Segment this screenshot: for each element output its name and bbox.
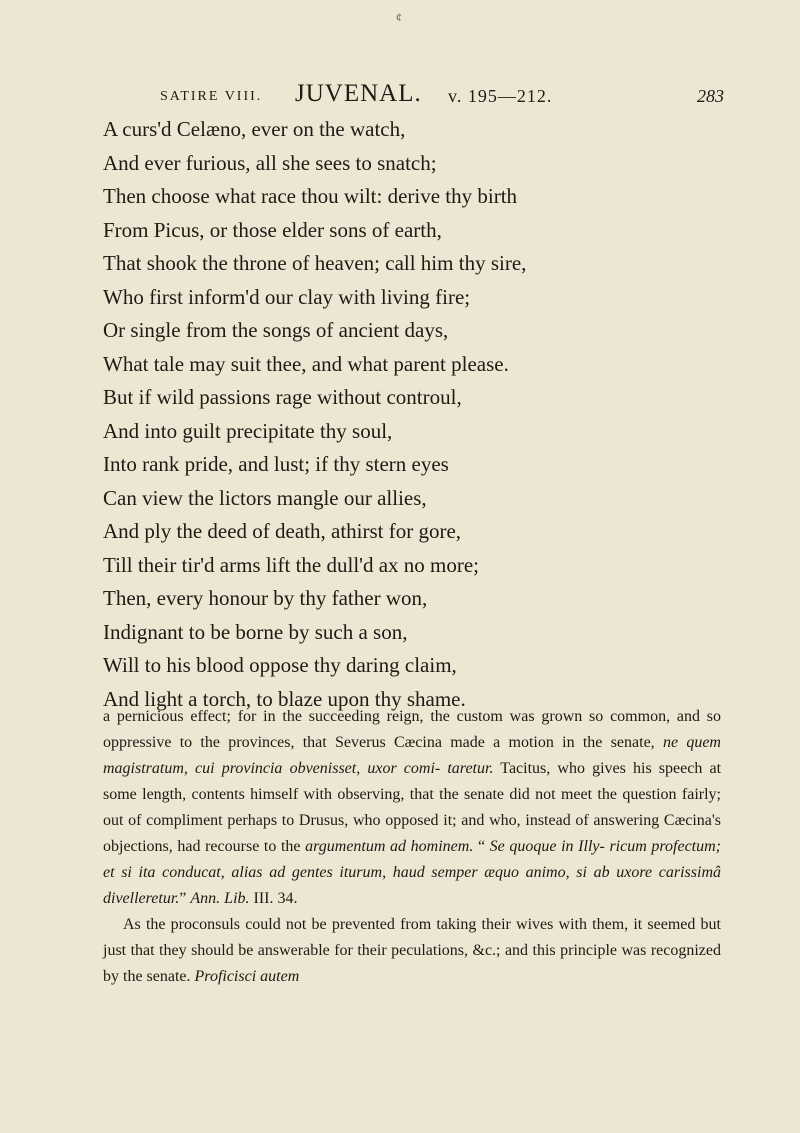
note-citation-number: III. 34.	[249, 890, 298, 907]
poem-line: Indignant to be borne by such a son,	[103, 619, 408, 644]
note-text: As the proconsuls could not be prevented from taking their wives with them, it seemed but just that they should be answerable for their peculations, &c.; and this principle was recognized by the senate.	[103, 916, 721, 985]
header-title: JUVENAL.	[295, 80, 422, 107]
footnotes	[103, 704, 721, 990]
note-latin-quote: ne quem magistratum, cui provincia obvenisset, uxor comi- taretur.	[103, 734, 721, 777]
poem-line: Who first inform'd our clay with living fire;	[103, 284, 471, 309]
note-text: ”	[179, 890, 191, 907]
footnote-paragraph	[103, 704, 721, 912]
note-latin-phrase: argumentum ad hominem.	[305, 838, 474, 855]
header-line-range: v. 195—212.	[448, 86, 553, 106]
note-text: “	[473, 838, 490, 855]
poem-line: Into rank pride, and lust; if thy stern eyes	[103, 452, 449, 476]
printer-mark: ¢	[396, 10, 402, 24]
poem-line: That shook the throne of heaven; call him thy sire,	[103, 251, 527, 275]
poem-text	[103, 113, 743, 716]
note-text: Tacitus, who gives his speech at some length, contents himself with observing, that the senate did not meet the question fairly; out of compliment perhaps to Drusus, who opposed it; and who, instead of answering Cæcina's objections, had recourse to the	[103, 760, 722, 855]
poem-line: A curs'd Celæno, ever on the watch,	[103, 117, 406, 141]
poem-line: And ply the deed of death, athirst for gore,	[103, 519, 462, 543]
poem-line: And light a torch, to blaze upon thy shame.	[103, 686, 466, 711]
page-number: 283	[697, 86, 724, 106]
note-text: a pernicious effect; for in the succeeding reign, the custom was grown so common, and so oppressive to the provinces, that Severus Cæcina made a motion in the senate,	[103, 708, 721, 751]
poem-line: Or single from the songs of ancient days,	[103, 318, 449, 342]
poem-line: Can view the lictors mangle our allies,	[103, 485, 427, 510]
header-satire: SATIRE VIII.	[160, 89, 263, 104]
footnote-paragraph	[103, 912, 721, 990]
poem-line: And into guilt precipitate thy soul,	[103, 418, 393, 443]
note-latin-quote: Se quoque in Illy- ricum profectum; et si ita conducat, alias ad gentes iturum, haud semper æquo animo, si ab uxore carissimâ divelleretur.	[103, 838, 721, 907]
note-latin-phrase: Proficisci autem	[194, 968, 300, 985]
running-header	[160, 80, 724, 114]
poem-line: Will to his blood oppose thy daring claim,	[103, 653, 457, 677]
note-citation: Ann. Lib.	[190, 890, 250, 907]
poem-line: What tale may suit thee, and what parent please.	[103, 351, 509, 376]
poem-line: But if wild passions rage without controul,	[103, 385, 462, 409]
poem-line: And ever furious, all she sees to snatch;	[103, 150, 437, 175]
poem-line: From Picus, or those elder sons of earth,	[103, 217, 442, 242]
poem-line: Till their tir'd arms lift the dull'd ax no more;	[103, 552, 480, 577]
poem-line: Then, every honour by thy father won,	[103, 586, 428, 610]
poem-line: Then choose what race thou wilt: derive thy birth	[103, 184, 518, 208]
